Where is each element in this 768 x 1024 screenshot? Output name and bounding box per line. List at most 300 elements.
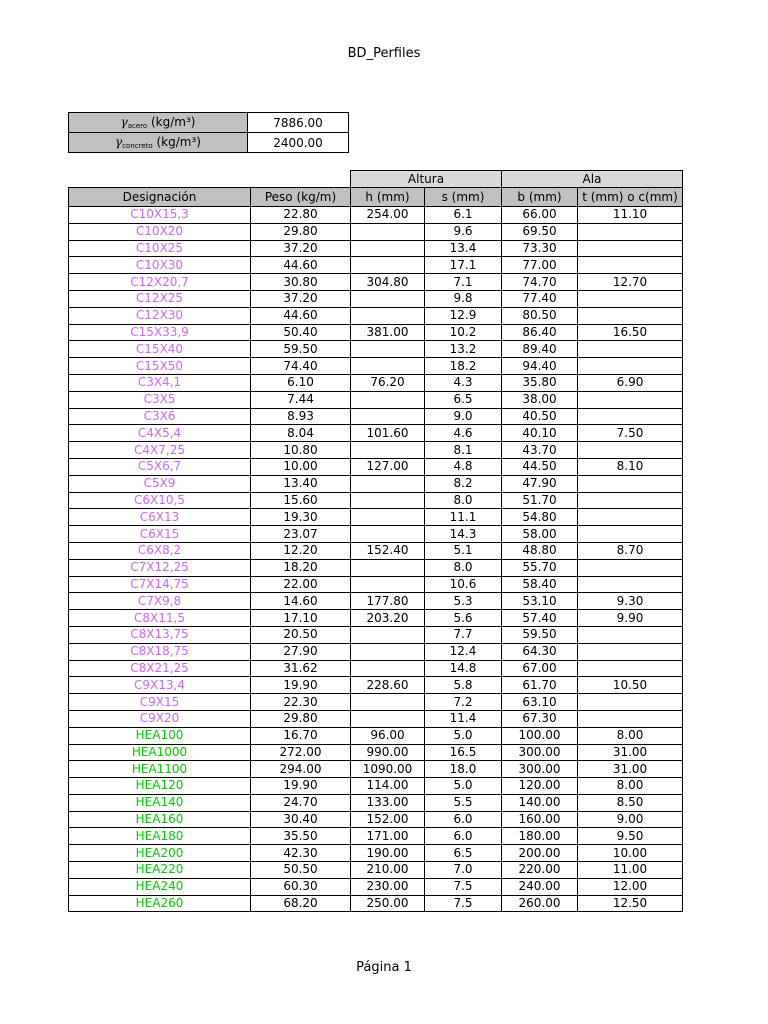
h-cell[interactable] — [351, 626, 425, 643]
t-cell[interactable] — [578, 660, 683, 677]
table-row — [69, 610, 683, 627]
s-cell[interactable]: 4.3 — [425, 374, 502, 391]
designation-cell[interactable]: HEA100 — [69, 727, 251, 744]
peso-cell[interactable]: 59.50 — [251, 341, 351, 358]
h-cell[interactable] — [351, 290, 425, 307]
b-cell[interactable]: 240.00 — [502, 878, 578, 895]
t-cell[interactable] — [578, 442, 683, 459]
h-cell[interactable] — [351, 492, 425, 509]
s-cell[interactable]: 4.6 — [425, 425, 502, 442]
s-cell[interactable]: 5.1 — [425, 542, 502, 559]
s-cell[interactable]: 7.2 — [425, 694, 502, 711]
gamma-symbol: γ — [120, 115, 128, 129]
designation-cell[interactable]: C6X10,5 — [69, 492, 251, 509]
table-row — [69, 274, 683, 291]
t-cell[interactable]: 31.00 — [578, 744, 683, 761]
table-row — [69, 223, 683, 240]
b-cell[interactable]: 48.80 — [502, 542, 578, 559]
group-header-ala: Ala — [502, 171, 683, 188]
t-cell[interactable] — [578, 408, 683, 425]
t-cell[interactable] — [578, 492, 683, 509]
table-row — [69, 425, 683, 442]
h-cell[interactable] — [351, 442, 425, 459]
designation-cell[interactable]: C10X30 — [69, 257, 251, 274]
peso-cell[interactable]: 8.93 — [251, 408, 351, 425]
table-row — [69, 492, 683, 509]
b-cell[interactable]: 67.00 — [502, 660, 578, 677]
s-cell[interactable]: 12.4 — [425, 643, 502, 660]
t-cell[interactable] — [578, 643, 683, 660]
peso-cell[interactable]: 10.00 — [251, 458, 351, 475]
s-cell[interactable]: 7.7 — [425, 626, 502, 643]
designation-cell[interactable]: C9X13,4 — [69, 677, 251, 694]
constant-row-steel — [69, 113, 349, 133]
s-cell[interactable]: 10.6 — [425, 576, 502, 593]
designation-cell[interactable]: C8X11,5 — [69, 610, 251, 627]
b-cell[interactable]: 220.00 — [502, 862, 578, 879]
b-cell[interactable]: 63.10 — [502, 694, 578, 711]
column-header-peso: Peso (kg/m) — [251, 188, 351, 207]
peso-cell[interactable]: 18.20 — [251, 559, 351, 576]
designation-cell[interactable]: C3X5 — [69, 391, 251, 408]
designation-cell[interactable]: C8X21,25 — [69, 660, 251, 677]
t-cell[interactable] — [578, 358, 683, 375]
t-cell[interactable]: 8.00 — [578, 727, 683, 744]
s-cell[interactable]: 16.5 — [425, 744, 502, 761]
b-cell[interactable]: 54.80 — [502, 509, 578, 526]
column-header-t: t (mm) o c(mm) — [578, 188, 683, 207]
b-cell[interactable]: 59.50 — [502, 626, 578, 643]
subscript: concreto — [122, 142, 153, 150]
peso-cell[interactable]: 68.20 — [251, 895, 351, 912]
s-cell[interactable]: 8.0 — [425, 492, 502, 509]
s-cell[interactable]: 5.0 — [425, 727, 502, 744]
t-cell[interactable] — [578, 257, 683, 274]
designation-cell[interactable]: C12X20,7 — [69, 274, 251, 291]
peso-cell[interactable]: 50.50 — [251, 862, 351, 879]
peso-cell[interactable]: 12.20 — [251, 542, 351, 559]
t-cell[interactable] — [578, 694, 683, 711]
column-header-row — [69, 188, 683, 207]
b-cell[interactable]: 260.00 — [502, 895, 578, 912]
b-cell[interactable]: 51.70 — [502, 492, 578, 509]
t-cell[interactable]: 8.50 — [578, 794, 683, 811]
b-cell[interactable]: 100.00 — [502, 727, 578, 744]
peso-cell[interactable]: 16.70 — [251, 727, 351, 744]
h-cell[interactable]: 101.60 — [351, 425, 425, 442]
table-row — [69, 626, 683, 643]
h-cell[interactable] — [351, 358, 425, 375]
peso-cell[interactable]: 37.20 — [251, 290, 351, 307]
s-cell[interactable]: 7.5 — [425, 878, 502, 895]
h-cell[interactable]: 127.00 — [351, 458, 425, 475]
table-row — [69, 761, 683, 778]
table-row — [69, 895, 683, 912]
s-cell[interactable]: 5.3 — [425, 593, 502, 610]
peso-cell[interactable]: 29.80 — [251, 223, 351, 240]
peso-cell[interactable]: 30.40 — [251, 811, 351, 828]
b-cell[interactable]: 35.80 — [502, 374, 578, 391]
peso-cell[interactable]: 22.30 — [251, 694, 351, 711]
t-cell[interactable]: 6.90 — [578, 374, 683, 391]
t-cell[interactable]: 12.70 — [578, 274, 683, 291]
designation-cell[interactable]: C10X15,3 — [69, 207, 251, 224]
b-cell[interactable]: 66.00 — [502, 207, 578, 224]
table-row — [69, 509, 683, 526]
h-cell[interactable] — [351, 509, 425, 526]
h-cell[interactable] — [351, 660, 425, 677]
b-cell[interactable]: 73.30 — [502, 240, 578, 257]
peso-cell[interactable]: 60.30 — [251, 878, 351, 895]
designation-cell[interactable]: C3X6 — [69, 408, 251, 425]
s-cell[interactable]: 6.1 — [425, 207, 502, 224]
h-cell[interactable]: 304.80 — [351, 274, 425, 291]
t-cell[interactable]: 7.50 — [578, 425, 683, 442]
t-cell[interactable] — [578, 576, 683, 593]
h-cell[interactable]: 1090.00 — [351, 761, 425, 778]
steel-density-value[interactable]: 7886.00 — [248, 113, 349, 133]
s-cell[interactable]: 14.3 — [425, 526, 502, 543]
b-cell[interactable]: 300.00 — [502, 744, 578, 761]
table-row — [69, 526, 683, 543]
h-cell[interactable] — [351, 475, 425, 492]
s-cell[interactable]: 9.0 — [425, 408, 502, 425]
h-cell[interactable]: 152.00 — [351, 811, 425, 828]
table-row — [69, 878, 683, 895]
b-cell[interactable]: 80.50 — [502, 307, 578, 324]
designation-cell[interactable]: C5X6,7 — [69, 458, 251, 475]
designation-cell[interactable]: C15X40 — [69, 341, 251, 358]
designation-cell[interactable]: C7X14,75 — [69, 576, 251, 593]
h-cell[interactable]: 990.00 — [351, 744, 425, 761]
t-cell[interactable] — [578, 626, 683, 643]
peso-cell[interactable]: 294.00 — [251, 761, 351, 778]
h-cell[interactable]: 228.60 — [351, 677, 425, 694]
peso-cell[interactable]: 50.40 — [251, 324, 351, 341]
page-title: BD_Perfiles — [347, 46, 421, 61]
h-cell[interactable]: 250.00 — [351, 895, 425, 912]
peso-cell[interactable]: 19.90 — [251, 778, 351, 795]
designation-cell[interactable]: C15X50 — [69, 358, 251, 375]
designation-cell[interactable]: C3X4,1 — [69, 374, 251, 391]
h-cell[interactable] — [351, 240, 425, 257]
peso-cell[interactable]: 35.50 — [251, 828, 351, 845]
b-cell[interactable]: 160.00 — [502, 811, 578, 828]
designation-cell[interactable]: HEA200 — [69, 845, 251, 862]
b-cell[interactable]: 89.40 — [502, 341, 578, 358]
designation-cell[interactable]: HEA180 — [69, 828, 251, 845]
s-cell[interactable]: 11.4 — [425, 710, 502, 727]
peso-cell[interactable]: 10.80 — [251, 442, 351, 459]
s-cell[interactable]: 18.2 — [425, 358, 502, 375]
peso-cell[interactable]: 27.90 — [251, 643, 351, 660]
table-row — [69, 207, 683, 224]
b-cell[interactable]: 69.50 — [502, 223, 578, 240]
b-cell[interactable]: 120.00 — [502, 778, 578, 795]
h-cell[interactable]: 203.20 — [351, 610, 425, 627]
b-cell[interactable]: 180.00 — [502, 828, 578, 845]
h-cell[interactable] — [351, 391, 425, 408]
designation-cell[interactable]: C9X15 — [69, 694, 251, 711]
s-cell[interactable]: 8.2 — [425, 475, 502, 492]
designation-cell[interactable]: C15X33,9 — [69, 324, 251, 341]
s-cell[interactable]: 13.2 — [425, 341, 502, 358]
t-cell[interactable]: 8.70 — [578, 542, 683, 559]
h-cell[interactable] — [351, 559, 425, 576]
t-cell[interactable] — [578, 307, 683, 324]
peso-cell[interactable]: 37.20 — [251, 240, 351, 257]
peso-cell[interactable]: 30.80 — [251, 274, 351, 291]
table-row — [69, 458, 683, 475]
t-cell[interactable]: 8.00 — [578, 778, 683, 795]
table-row — [69, 811, 683, 828]
s-cell[interactable]: 9.6 — [425, 223, 502, 240]
b-cell[interactable]: 44.50 — [502, 458, 578, 475]
column-header-designacion: Designación — [69, 188, 251, 207]
h-cell[interactable] — [351, 710, 425, 727]
b-cell[interactable]: 53.10 — [502, 593, 578, 610]
designation-cell[interactable]: C6X8,2 — [69, 542, 251, 559]
h-cell[interactable]: 114.00 — [351, 778, 425, 795]
b-cell[interactable]: 61.70 — [502, 677, 578, 694]
h-cell[interactable]: 230.00 — [351, 878, 425, 895]
h-cell[interactable] — [351, 576, 425, 593]
peso-cell[interactable]: 74.40 — [251, 358, 351, 375]
peso-cell[interactable]: 44.60 — [251, 257, 351, 274]
t-cell[interactable] — [578, 509, 683, 526]
designation-cell[interactable]: C9X20 — [69, 710, 251, 727]
h-cell[interactable]: 210.00 — [351, 862, 425, 879]
designation-cell[interactable]: C4X5,4 — [69, 425, 251, 442]
designation-cell[interactable]: C12X25 — [69, 290, 251, 307]
b-cell[interactable]: 67.30 — [502, 710, 578, 727]
s-cell[interactable]: 5.6 — [425, 610, 502, 627]
designation-cell[interactable]: C4X7,25 — [69, 442, 251, 459]
designation-cell[interactable]: C8X18,75 — [69, 643, 251, 660]
b-cell[interactable]: 40.10 — [502, 425, 578, 442]
s-cell[interactable]: 12.9 — [425, 307, 502, 324]
t-cell[interactable]: 9.30 — [578, 593, 683, 610]
peso-cell[interactable]: 13.40 — [251, 475, 351, 492]
h-cell[interactable] — [351, 257, 425, 274]
t-cell[interactable]: 12.00 — [578, 878, 683, 895]
designation-cell[interactable]: HEA260 — [69, 895, 251, 912]
peso-cell[interactable]: 17.10 — [251, 610, 351, 627]
s-cell[interactable]: 7.1 — [425, 274, 502, 291]
h-cell[interactable]: 177.80 — [351, 593, 425, 610]
s-cell[interactable]: 5.5 — [425, 794, 502, 811]
s-cell[interactable]: 9.8 — [425, 290, 502, 307]
b-cell[interactable]: 40.50 — [502, 408, 578, 425]
b-cell[interactable]: 77.00 — [502, 257, 578, 274]
concrete-density-value[interactable]: 2400.00 — [248, 133, 349, 153]
b-cell[interactable]: 300.00 — [502, 761, 578, 778]
designation-cell[interactable]: C10X25 — [69, 240, 251, 257]
gamma-symbol: γ — [115, 135, 123, 149]
designation-cell[interactable]: HEA240 — [69, 878, 251, 895]
constants-table — [68, 112, 349, 153]
table-row — [69, 240, 683, 257]
t-cell[interactable] — [578, 475, 683, 492]
s-cell[interactable]: 8.0 — [425, 559, 502, 576]
peso-cell[interactable]: 31.62 — [251, 660, 351, 677]
t-cell[interactable]: 16.50 — [578, 324, 683, 341]
s-cell[interactable]: 11.1 — [425, 509, 502, 526]
designation-cell[interactable]: C8X13,75 — [69, 626, 251, 643]
h-cell[interactable]: 254.00 — [351, 207, 425, 224]
t-cell[interactable]: 11.00 — [578, 862, 683, 879]
b-cell[interactable]: 38.00 — [502, 391, 578, 408]
h-cell[interactable]: 152.40 — [351, 542, 425, 559]
h-cell[interactable]: 171.00 — [351, 828, 425, 845]
h-cell[interactable]: 76.20 — [351, 374, 425, 391]
s-cell[interactable]: 13.4 — [425, 240, 502, 257]
b-cell[interactable]: 140.00 — [502, 794, 578, 811]
t-cell[interactable] — [578, 391, 683, 408]
h-cell[interactable] — [351, 341, 425, 358]
s-cell[interactable]: 4.8 — [425, 458, 502, 475]
h-cell[interactable] — [351, 307, 425, 324]
peso-cell[interactable]: 22.00 — [251, 576, 351, 593]
h-cell[interactable]: 190.00 — [351, 845, 425, 862]
b-cell[interactable]: 43.70 — [502, 442, 578, 459]
designation-cell[interactable]: HEA220 — [69, 862, 251, 879]
b-cell[interactable]: 55.70 — [502, 559, 578, 576]
s-cell[interactable]: 18.0 — [425, 761, 502, 778]
designation-cell[interactable]: C6X15 — [69, 526, 251, 543]
table-row — [69, 475, 683, 492]
peso-cell[interactable]: 29.80 — [251, 710, 351, 727]
peso-cell[interactable]: 7.44 — [251, 391, 351, 408]
designation-cell[interactable]: C10X20 — [69, 223, 251, 240]
b-cell[interactable]: 64.30 — [502, 643, 578, 660]
t-cell[interactable] — [578, 341, 683, 358]
peso-cell[interactable]: 44.60 — [251, 307, 351, 324]
t-cell[interactable]: 10.50 — [578, 677, 683, 694]
b-cell[interactable]: 77.40 — [502, 290, 578, 307]
steel-density-label — [69, 113, 248, 133]
h-cell[interactable] — [351, 408, 425, 425]
designation-cell[interactable]: C6X13 — [69, 509, 251, 526]
designation-cell[interactable]: HEA1100 — [69, 761, 251, 778]
t-cell[interactable] — [578, 559, 683, 576]
t-cell[interactable]: 12.50 — [578, 895, 683, 912]
group-header-altura: Altura — [351, 171, 502, 188]
column-header-b: b (mm) — [502, 188, 578, 207]
group-header-row — [69, 171, 683, 188]
t-cell[interactable] — [578, 290, 683, 307]
t-cell[interactable] — [578, 526, 683, 543]
b-cell[interactable]: 57.40 — [502, 610, 578, 627]
t-cell[interactable]: 10.00 — [578, 845, 683, 862]
b-cell[interactable]: 47.90 — [502, 475, 578, 492]
h-cell[interactable]: 381.00 — [351, 324, 425, 341]
designation-cell[interactable]: HEA140 — [69, 794, 251, 811]
designation-cell[interactable]: C7X12,25 — [69, 559, 251, 576]
designation-cell[interactable]: HEA1000 — [69, 744, 251, 761]
h-cell[interactable] — [351, 643, 425, 660]
b-cell[interactable]: 200.00 — [502, 845, 578, 862]
t-cell[interactable]: 8.10 — [578, 458, 683, 475]
designation-cell[interactable]: C12X30 — [69, 307, 251, 324]
peso-cell[interactable]: 14.60 — [251, 593, 351, 610]
h-cell[interactable]: 133.00 — [351, 794, 425, 811]
t-cell[interactable] — [578, 710, 683, 727]
table-row — [69, 341, 683, 358]
profiles-table — [68, 170, 683, 912]
s-cell[interactable]: 6.5 — [425, 845, 502, 862]
table-row — [69, 542, 683, 559]
b-cell[interactable]: 74.70 — [502, 274, 578, 291]
table-row — [69, 862, 683, 879]
t-cell[interactable]: 11.10 — [578, 207, 683, 224]
t-cell[interactable]: 9.90 — [578, 610, 683, 627]
s-cell[interactable]: 7.0 — [425, 862, 502, 879]
page-footer: Página 1 — [356, 960, 412, 975]
peso-cell[interactable]: 20.50 — [251, 626, 351, 643]
peso-cell[interactable]: 15.60 — [251, 492, 351, 509]
table-row — [69, 358, 683, 375]
b-cell[interactable]: 58.00 — [502, 526, 578, 543]
unit: (kg/m³) — [147, 115, 196, 129]
s-cell[interactable]: 14.8 — [425, 660, 502, 677]
s-cell[interactable]: 6.0 — [425, 828, 502, 845]
h-cell[interactable] — [351, 223, 425, 240]
table-row — [69, 694, 683, 711]
peso-cell[interactable]: 22.80 — [251, 207, 351, 224]
subscript: acero — [127, 122, 148, 130]
peso-cell[interactable]: 19.90 — [251, 677, 351, 694]
s-cell[interactable]: 8.1 — [425, 442, 502, 459]
peso-cell[interactable]: 19.30 — [251, 509, 351, 526]
table-row — [69, 374, 683, 391]
profiles-table-body — [69, 207, 683, 912]
b-cell[interactable]: 86.40 — [502, 324, 578, 341]
s-cell[interactable]: 5.0 — [425, 778, 502, 795]
t-cell[interactable]: 31.00 — [578, 761, 683, 778]
h-cell[interactable] — [351, 526, 425, 543]
s-cell[interactable]: 6.5 — [425, 391, 502, 408]
table-row — [69, 442, 683, 459]
table-row — [69, 744, 683, 761]
s-cell[interactable]: 10.2 — [425, 324, 502, 341]
h-cell[interactable] — [351, 694, 425, 711]
designation-cell[interactable]: C5X9 — [69, 475, 251, 492]
b-cell[interactable]: 58.40 — [502, 576, 578, 593]
h-cell[interactable]: 96.00 — [351, 727, 425, 744]
peso-cell[interactable]: 23.07 — [251, 526, 351, 543]
designation-cell[interactable]: C7X9,8 — [69, 593, 251, 610]
peso-cell[interactable]: 272.00 — [251, 744, 351, 761]
t-cell[interactable] — [578, 240, 683, 257]
peso-cell[interactable]: 24.70 — [251, 794, 351, 811]
s-cell[interactable]: 7.5 — [425, 895, 502, 912]
t-cell[interactable]: 9.00 — [578, 811, 683, 828]
designation-cell[interactable]: HEA160 — [69, 811, 251, 828]
s-cell[interactable]: 6.0 — [425, 811, 502, 828]
b-cell[interactable]: 94.40 — [502, 358, 578, 375]
peso-cell[interactable]: 42.30 — [251, 845, 351, 862]
designation-cell[interactable]: HEA120 — [69, 778, 251, 795]
peso-cell[interactable]: 6.10 — [251, 374, 351, 391]
table-row — [69, 845, 683, 862]
peso-cell[interactable]: 8.04 — [251, 425, 351, 442]
s-cell[interactable]: 17.1 — [425, 257, 502, 274]
concrete-density-label — [69, 133, 248, 153]
t-cell[interactable] — [578, 223, 683, 240]
t-cell[interactable]: 9.50 — [578, 828, 683, 845]
s-cell[interactable]: 5.8 — [425, 677, 502, 694]
